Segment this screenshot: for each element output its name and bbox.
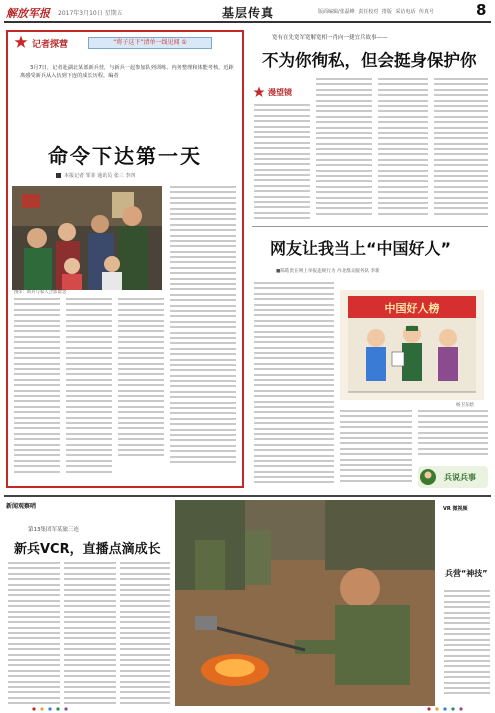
section-divider	[252, 226, 488, 227]
footer-dot-strip	[4, 707, 491, 711]
right-body-column	[378, 78, 428, 218]
feature-body-column	[14, 298, 60, 476]
header-divider	[4, 21, 491, 23]
star-icon	[14, 35, 28, 49]
masthead-name: 解放军报	[6, 7, 50, 20]
bottom-section-divider	[4, 495, 491, 497]
bottom-headline: 新兵VCR，直播点滴成长	[14, 542, 161, 557]
award-byline: ■陈皓贵在网上举报违规行为 丹北群众服务队 李新	[276, 269, 380, 274]
series-badge: “将子这下”清单一线见闻 ①	[88, 37, 212, 49]
right-article-headline: 不为你徇私，但会挺身保护你	[262, 51, 477, 70]
feature-body-column	[118, 298, 164, 460]
page-number: 8	[476, 1, 487, 19]
right-article-kicker: 宽有在先宽军宽解宽相一肖向一捷宜兵故事——	[272, 35, 388, 41]
cartoon-banner-text: 中国好人榜	[384, 302, 440, 315]
bing-shuo-bing-shi-badge	[418, 466, 488, 488]
award-body-column	[340, 410, 412, 485]
star-icon	[253, 86, 265, 98]
bottom-section-tag: 新闻观察哨	[6, 503, 37, 510]
feature-byline: 本报记者 邹菲 通讯员 张三 李四	[64, 173, 136, 179]
side-column-tag: VR 微视频	[443, 506, 468, 512]
feature-headline: 命令下达第一天	[48, 144, 202, 168]
right-body-column	[434, 78, 488, 218]
photo-caption: 图①：新兵与家人合影留念	[14, 290, 67, 295]
feature-body-column	[170, 186, 236, 466]
header-meta: 版面编辑/张磊峰 责任校对 排版 采访电话 传真号	[318, 9, 435, 15]
section-title: 基层传真	[222, 6, 275, 20]
side-body-column	[444, 590, 490, 698]
bottom-body-column	[64, 562, 116, 708]
column-tag: 记者探营	[32, 40, 69, 50]
feature-intro: 3月7日，记者赴湖北某部新兵营，与新兵一起参加队列训练、内务整理和体能考核，近距离感受新兵从入伍到下连的成长历程。编者	[20, 65, 234, 80]
right-body-column	[316, 78, 372, 218]
award-body-column	[254, 282, 334, 487]
soldier-field-cooking-photo	[175, 500, 435, 706]
masthead-date: 2017年3月10日 星期五	[58, 10, 123, 17]
family-photo	[12, 186, 162, 290]
right-body-column	[254, 104, 310, 223]
bottom-body-column	[8, 562, 60, 708]
commentary-tag: 漫望镜	[268, 88, 292, 97]
badge-label: 兵说兵事	[444, 473, 476, 482]
bottom-kicker: 第13集团军某旅三连	[28, 527, 79, 533]
cartoon-caption: 杨卫东绘	[456, 403, 474, 408]
bottom-body-column	[120, 562, 170, 708]
side-column-headline: 兵营“神技”	[445, 569, 488, 578]
byline-marker	[56, 173, 61, 178]
feature-body-column	[66, 298, 112, 476]
award-headline: 网友让我当上“中国好人”	[270, 239, 452, 258]
good-people-cartoon	[340, 290, 484, 400]
award-body-column	[418, 410, 488, 459]
